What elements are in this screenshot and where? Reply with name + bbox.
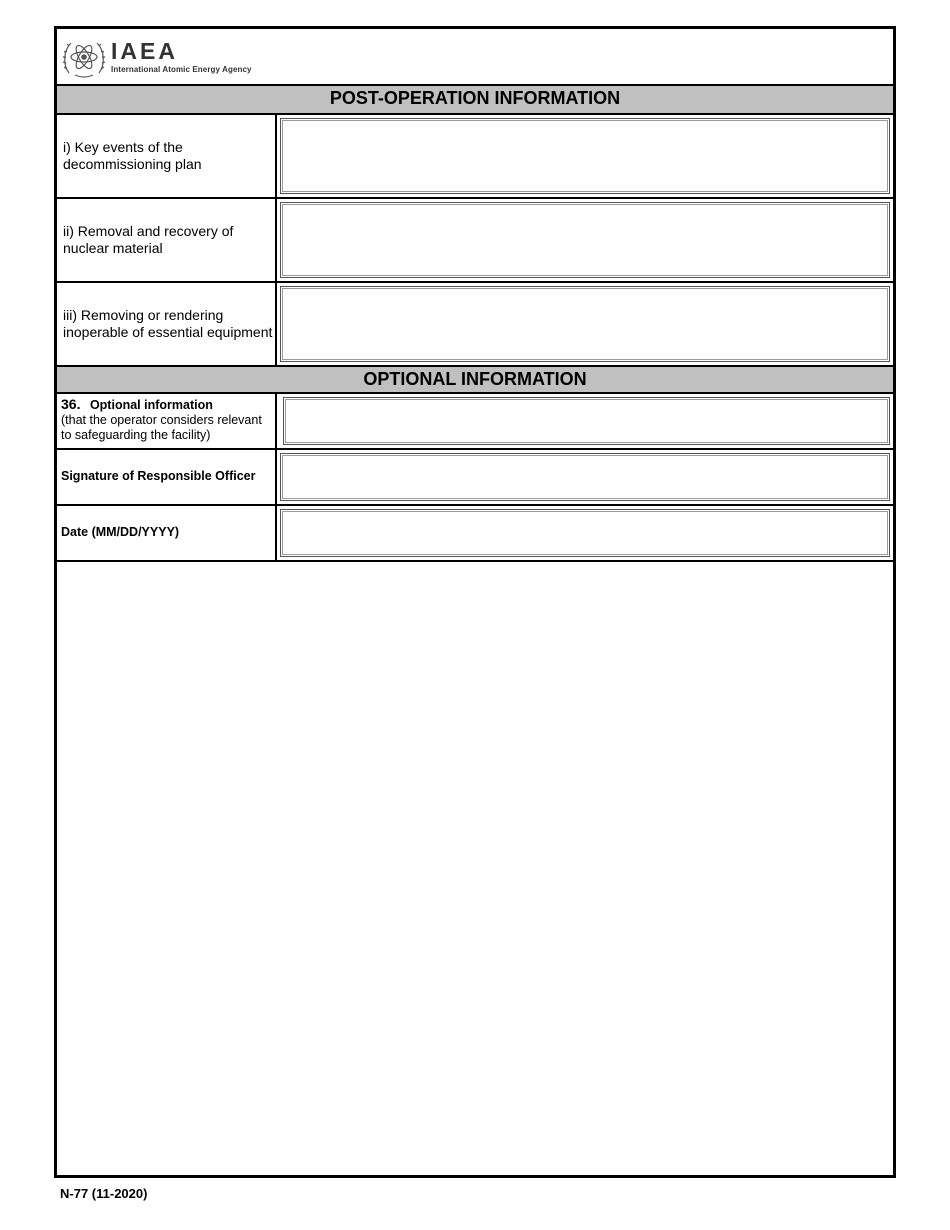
form-header: [57, 29, 893, 86]
essential-equipment-row: [57, 283, 893, 367]
signature-field[interactable]: [280, 453, 890, 501]
nuclear-material-label-cell: [57, 199, 277, 281]
key-events-field[interactable]: [280, 118, 890, 194]
key-events-row: [57, 115, 893, 199]
org-acronym: IAEA: [111, 38, 178, 64]
essential-equipment-label: iii) Removing or rendering inoperable of essential equipment: [63, 307, 273, 340]
signature-label-cell: [57, 450, 277, 504]
date-field[interactable]: [280, 509, 890, 557]
form-id: N-77 (11-2020): [60, 1186, 148, 1201]
org-name: International Atomic Energy Agency: [111, 65, 252, 74]
date-label-cell: [57, 506, 277, 560]
optional-info-field[interactable]: [283, 397, 890, 445]
optional-section-title: OPTIONAL INFORMATION: [57, 367, 893, 394]
optional-info-label-cell: [57, 394, 277, 448]
key-events-label-cell: [57, 115, 277, 197]
key-events-label: i) Key events of the decommissioning plan: [63, 139, 202, 172]
nuclear-material-label: ii) Removal and recovery of nuclear material: [63, 223, 234, 256]
date-label: Date (MM/DD/YYYY): [61, 525, 180, 539]
essential-equipment-field[interactable]: [280, 286, 890, 362]
essential-equipment-label-cell: [57, 283, 277, 365]
optional-info-row: [57, 394, 893, 450]
nuclear-material-row: [57, 199, 893, 283]
optional-info-number: 36.: [61, 396, 81, 412]
signature-label: Signature of Responsible Officer: [61, 469, 256, 483]
form-frame: [54, 26, 896, 1178]
nuclear-material-field[interactable]: [280, 202, 890, 278]
blank-area: [57, 562, 893, 1175]
iaea-emblem-icon: [61, 35, 107, 79]
signature-row: [57, 450, 893, 506]
post-operation-section-title: POST-OPERATION INFORMATION: [57, 86, 893, 115]
optional-info-title: Optional information: [89, 398, 213, 412]
iaea-logo: [61, 33, 252, 81]
date-row: [57, 506, 893, 562]
optional-info-subtitle: (that the operator considers relevant to safeguarding the facility): [61, 413, 262, 442]
